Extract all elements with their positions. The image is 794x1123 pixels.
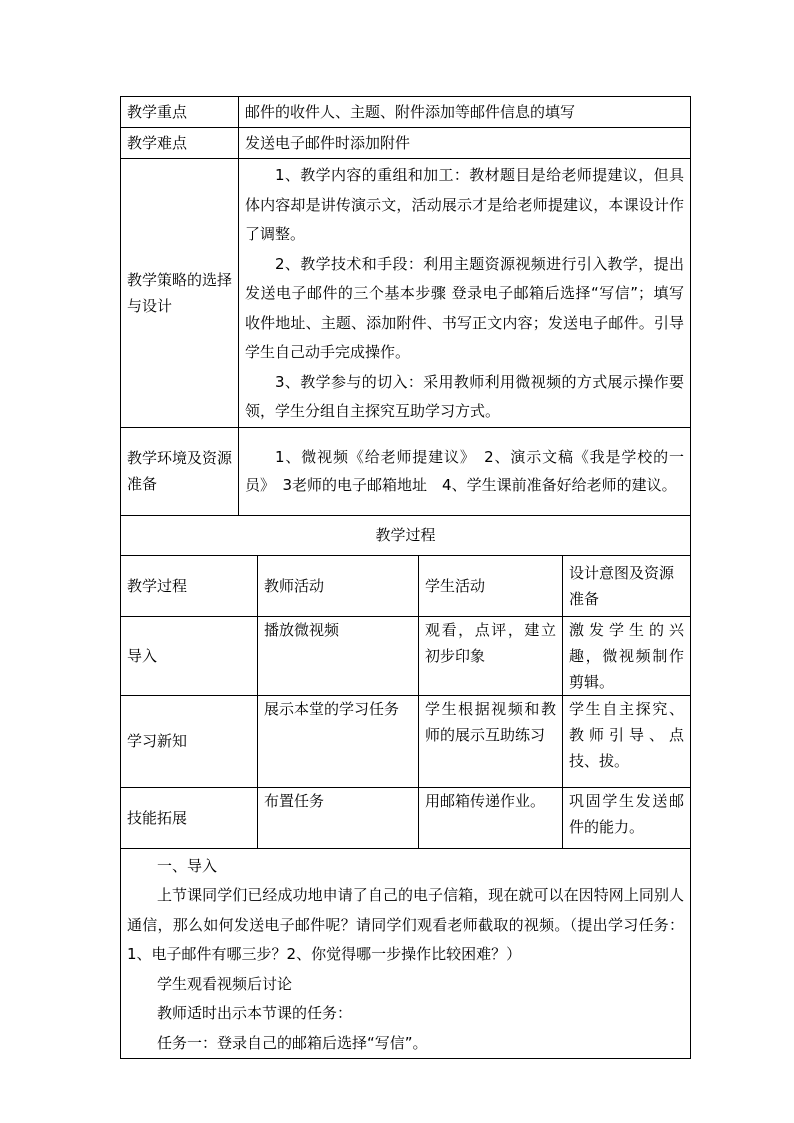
key-point-value: 邮件的收件人、主题、附件添加等邮件信息的填写	[239, 97, 691, 128]
table-row	[121, 787, 691, 848]
table-row	[121, 616, 691, 695]
narrative-heading: 一、导入	[157, 856, 218, 875]
process-intent: 学生自主探究、教师引导、点技、拔。	[563, 695, 691, 787]
process-header-stage: 教学过程	[121, 555, 258, 616]
process-stage: 学习新知	[121, 695, 258, 787]
strategy-paragraph: 3、教学参与的切入：采用教师利用微视频的方式展示操作要领，学生分组自主探究互助学习方式。	[245, 372, 685, 420]
process-header-row	[121, 555, 691, 616]
narrative-paragraph: 学生观看视频后讨论	[157, 974, 293, 993]
process-stage: 技能拓展	[121, 787, 258, 848]
row-process-title	[121, 515, 691, 555]
row-environment	[121, 427, 691, 515]
strategy-label: 教学策略的选择与设计	[121, 159, 239, 428]
process-header-intent: 设计意图及资源准备	[563, 555, 691, 616]
strategy-paragraph: 2、教学技术和手段：利用主题资源视频进行引入教学，提出发送电子邮件的三个基本步骤 登录电子邮箱后选择“写信”；填写收件地址、主题、添加附件、书写正文内容；发送电子邮件。引导学生自己动手完成操作。	[245, 254, 685, 361]
process-title: 教学过程	[121, 515, 691, 555]
process-intent: 激发学生的兴趣，微视频制作剪辑。	[563, 616, 691, 695]
process-header-student: 学生活动	[419, 555, 563, 616]
lesson-plan-table	[120, 96, 691, 1059]
key-point-label: 教学重点	[121, 97, 239, 128]
process-teacher: 播放微视频	[258, 616, 419, 695]
strategy-paragraph: 1、教学内容的重组和加工：教材题目是给老师提建议，但具体内容却是讲传演示文，活动展示才是给老师提建议，本课设计作了调整。	[245, 166, 685, 243]
narrative-paragraph: 教师适时出示本节课的任务：	[157, 1004, 353, 1022]
process-student: 观看，点评，建立初步印象	[419, 616, 563, 695]
row-key-point	[121, 97, 691, 128]
narrative-content	[121, 848, 691, 1059]
process-intent: 巩固学生发送邮件的能力。	[563, 787, 691, 848]
narrative-paragraph: 上节课同学们已经成功地申请了自己的电子信箱，现在就可以在因特网上同别人通信，那么如何发送电子邮件呢？请同学们观看老师截取的视频。（提出学习任务：1、电子邮件有哪三步？2、你觉得哪一步操作比较困难？）	[127, 886, 685, 963]
row-strategy	[121, 159, 691, 428]
process-stage: 导入	[121, 616, 258, 695]
difficulty-value: 发送电子邮件时添加附件	[239, 128, 691, 159]
process-header-teacher: 教师活动	[258, 555, 419, 616]
environment-value: 1、微视频《给老师提建议》 2、演示文稿《我是学校的一员》 3老师的电子邮箱地址 4、学生课前准备好给老师的建议。	[239, 427, 691, 515]
narrative-paragraph: 任务一：登录自己的邮箱后选择“写信”。	[157, 1033, 428, 1052]
difficulty-label: 教学难点	[121, 128, 239, 159]
row-difficulty	[121, 128, 691, 159]
process-student: 学生根据视频和教师的展示互助练习	[419, 695, 563, 787]
process-student: 用邮箱传递作业。	[419, 787, 563, 848]
process-teacher: 布置任务	[258, 787, 419, 848]
environment-label: 教学环境及资源准备	[121, 427, 239, 515]
process-teacher: 展示本堂的学习任务	[258, 695, 419, 787]
table-row	[121, 695, 691, 787]
row-narrative	[121, 848, 691, 1059]
strategy-content	[239, 159, 691, 428]
